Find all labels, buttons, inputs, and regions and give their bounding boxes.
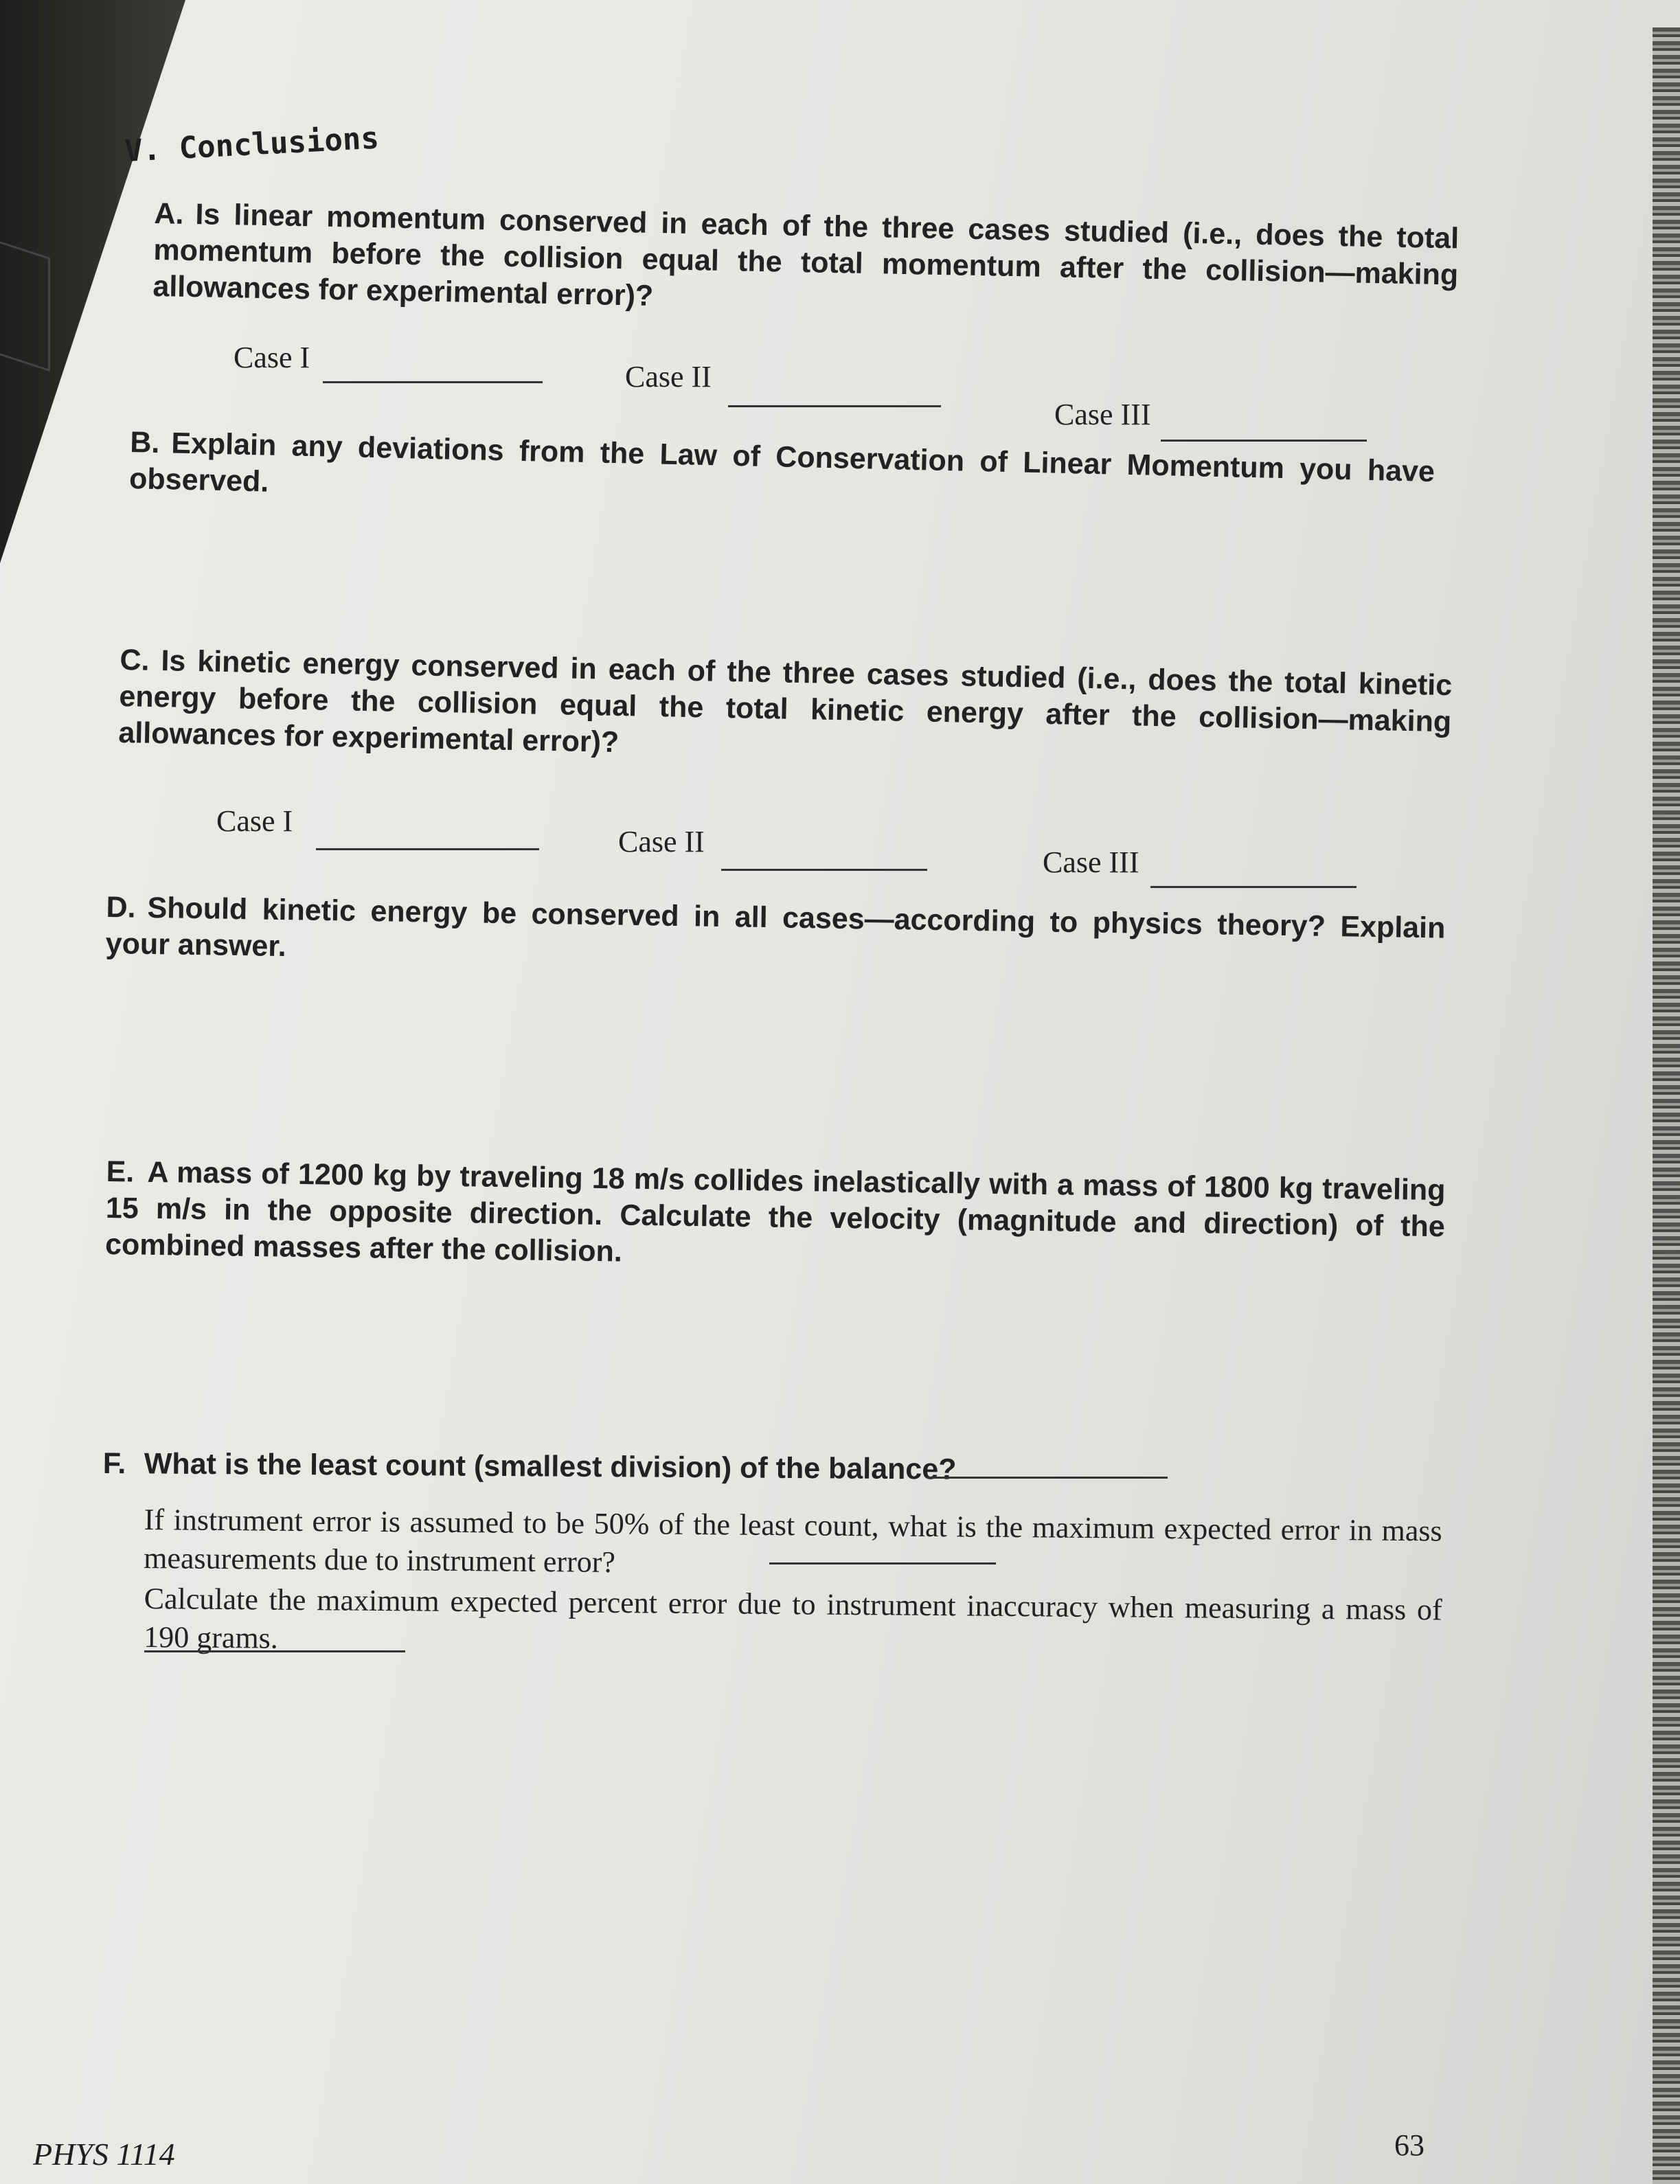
question-c-case-1-blank[interactable] (316, 848, 539, 850)
question-c-case-2-blank[interactable] (721, 869, 927, 871)
question-a-case-1-blank[interactable] (323, 381, 543, 383)
question-f-instrument-error-blank[interactable] (769, 1562, 996, 1565)
question-b-letter: B. (129, 425, 160, 459)
question-a (152, 196, 1460, 330)
spiral-binding (1653, 27, 1680, 2184)
question-c-case-3-blank[interactable] (1150, 886, 1357, 888)
page-number: 63 (1394, 2128, 1424, 2162)
question-c (118, 642, 1453, 777)
question-d (105, 889, 1445, 983)
question-f-followup-2-text: Calculate the maximum expected percent error due to instrument inaccuracy when measuring a mass of 190 grams. (144, 1582, 1442, 1655)
question-d-text: Should kinetic energy be conserved in all cases—according to physics theory? Explain your answer. (105, 891, 1446, 964)
question-f-followup-2 (144, 1580, 1442, 1668)
question-b-text: Explain any deviations from the Law of Conservation of Linear Momentum you have observed. (128, 426, 1435, 499)
question-e (105, 1154, 1446, 1282)
question-f-text: What is the least count (smallest division) of the balance? (144, 1447, 957, 1486)
question-a-case-2-blank[interactable] (728, 405, 941, 407)
question-f-followup-1 (144, 1501, 1442, 1589)
question-f-followup-1-text: If instrument error is assumed to be 50% of the least count, what is the maximum expected error in mass measurements due to instrument error? (144, 1503, 1442, 1579)
question-a-letter: A. (154, 196, 184, 231)
question-a-case-1-label: Case I (234, 341, 310, 374)
question-c-case-3-label: Case III (1043, 845, 1139, 879)
question-a-case-3-label: Case III (1054, 398, 1151, 431)
question-c-case-2-label: Case II (618, 825, 705, 858)
question-f-letter: F. (102, 1447, 126, 1481)
question-f (103, 1446, 962, 1488)
section-heading: V. Conclusions (124, 120, 381, 169)
question-c-letter: C. (120, 643, 150, 677)
page-tab-outline (0, 237, 50, 372)
question-d-letter: D. (106, 890, 136, 924)
question-a-case-2-label: Case II (625, 360, 712, 394)
question-f-least-count-blank[interactable] (927, 1477, 1168, 1479)
question-a-case-3-blank[interactable] (1161, 440, 1367, 442)
question-e-letter: E. (106, 1154, 135, 1189)
question-e-text: A mass of 1200 kg by traveling 18 m/s collides inelastically with a mass of 1800 kg traveling 15 m/s in the opposite direction. Calculate the velocity (magnitude and direction) of the combined masses after the collision. (104, 1155, 1446, 1269)
question-c-text: Is kinetic energy conserved in each of the three cases studied (i.e., does the total kinetic energy before the collision equal the total kinetic energy after the collision—making allowances for experimental error)? (118, 644, 1453, 759)
question-a-text: Is linear momentum conserved in each of the three cases studied (i.e., does the total momentum before the collision equal the total momentum after the collision—making allowances for experimental error)? (152, 198, 1460, 312)
question-c-case-1-label: Case I (216, 804, 293, 838)
question-f-percent-error-blank[interactable] (144, 1650, 405, 1652)
course-code: PHYS 1114 (33, 2137, 175, 2172)
